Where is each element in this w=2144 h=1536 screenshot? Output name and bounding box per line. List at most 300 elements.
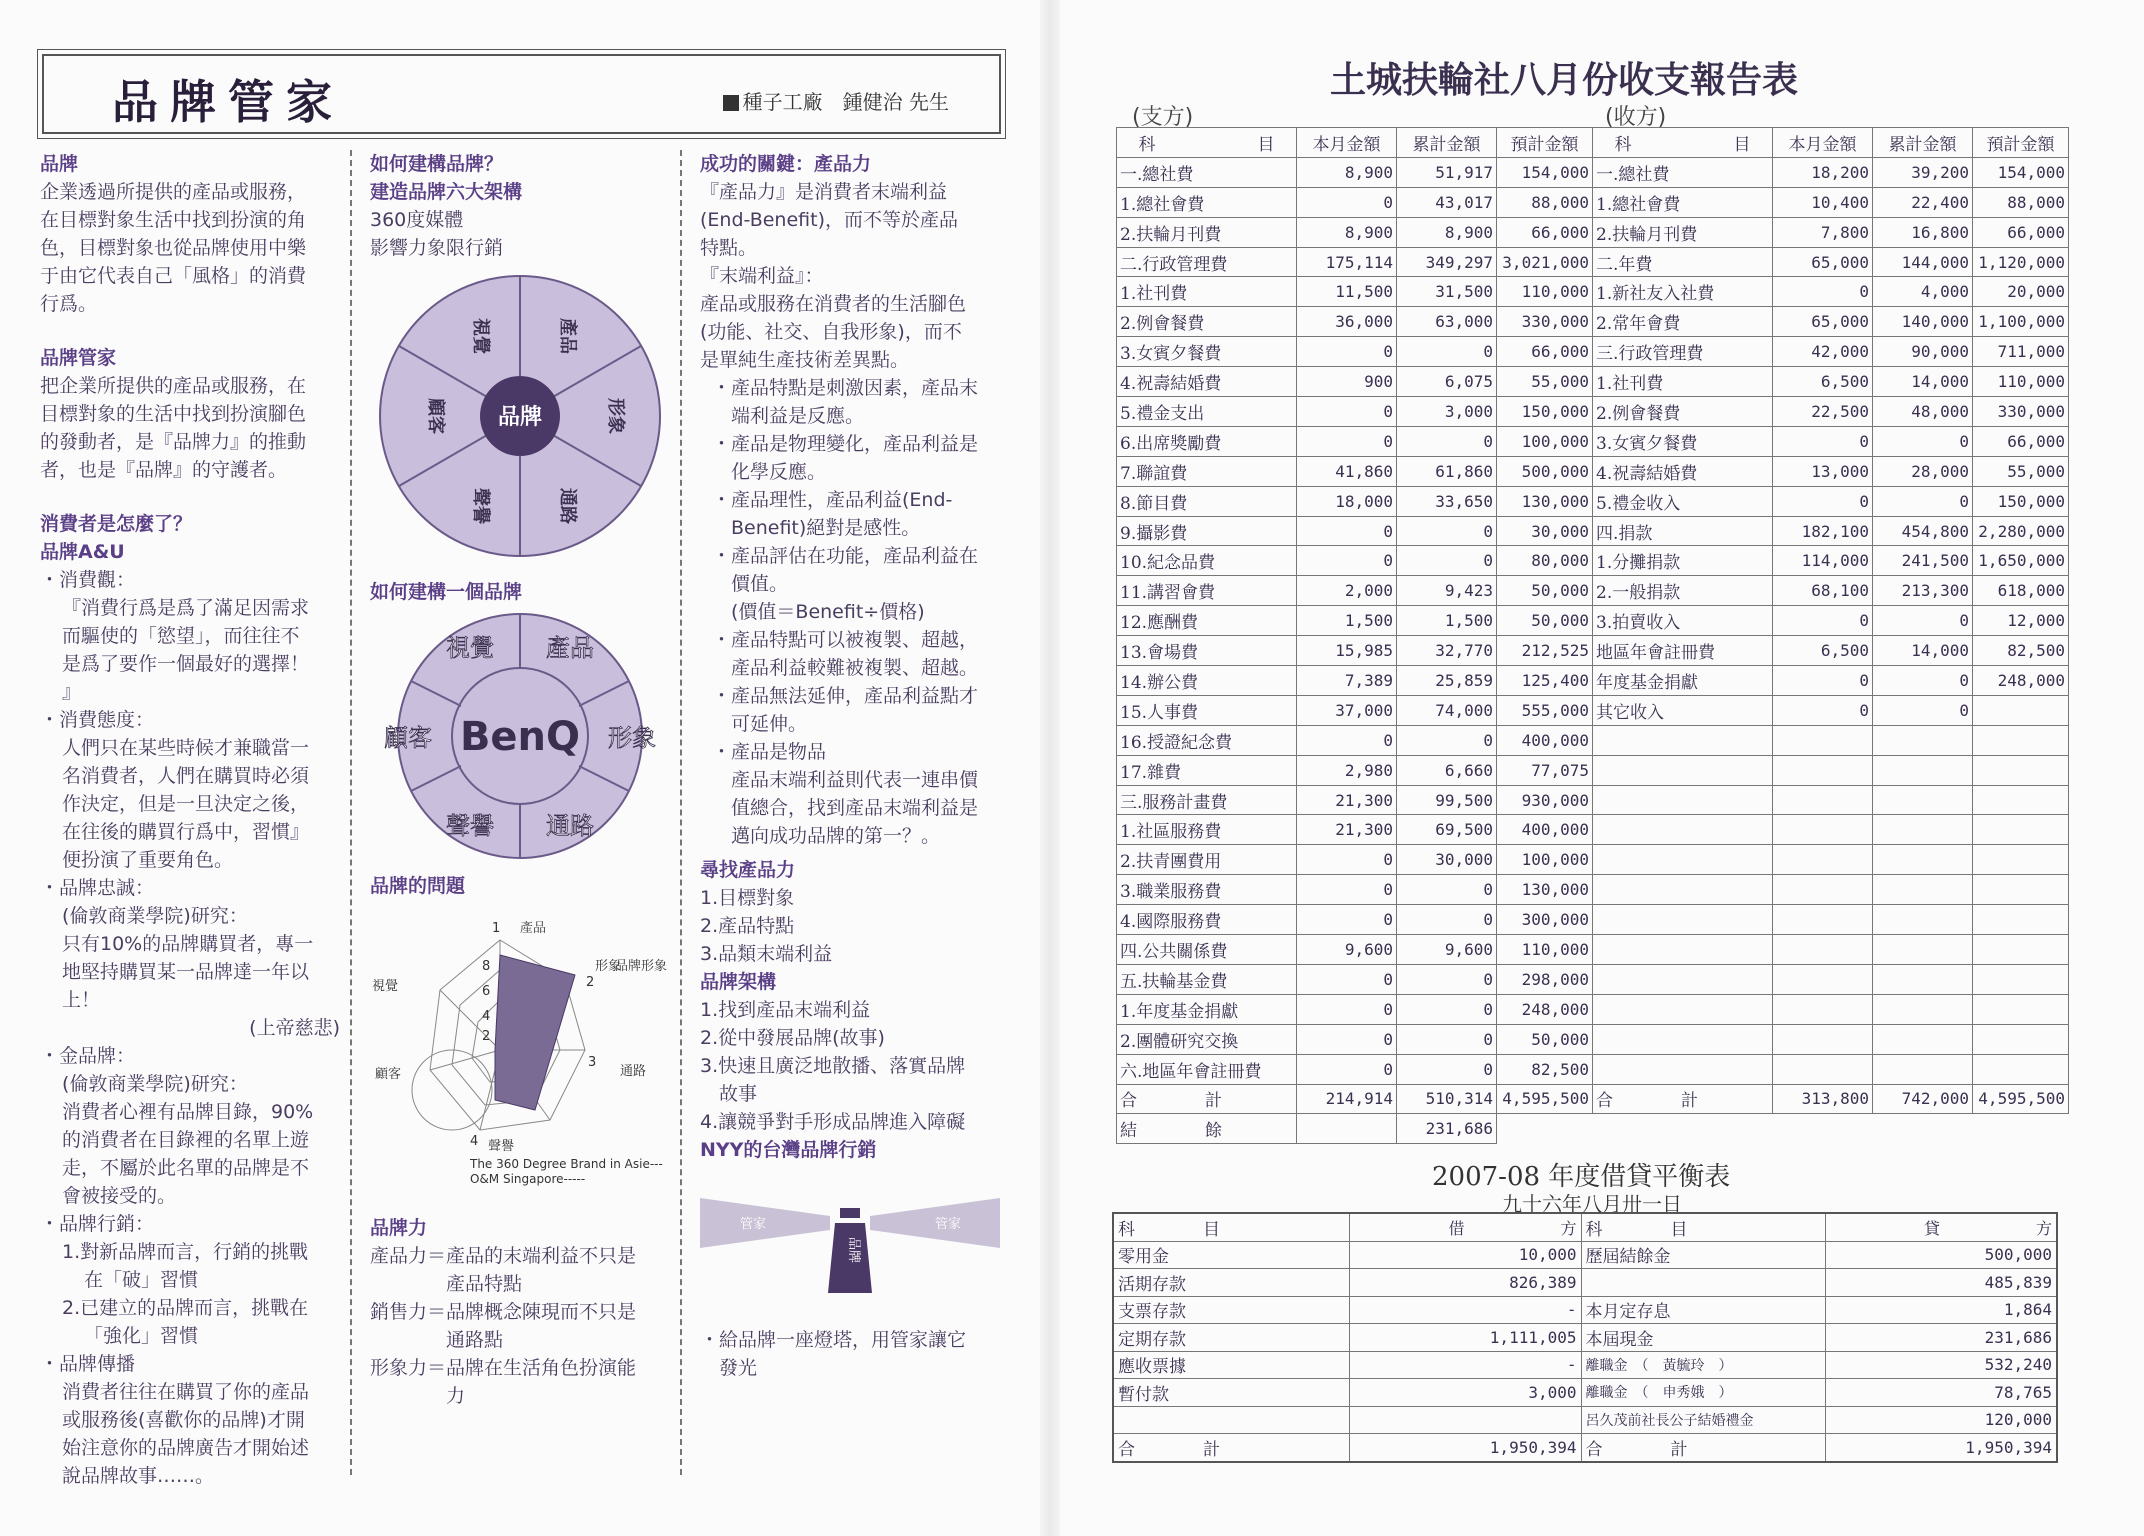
table-row <box>1117 755 2069 785</box>
amount-cell: 50,000 <box>1497 576 1593 606</box>
account-name-cell: 2.扶青團費用 <box>1117 845 1297 875</box>
amount-cell: 37,000 <box>1297 695 1397 725</box>
amount-cell: 貸 方 <box>1825 1213 2057 1241</box>
table-row <box>1113 1351 2057 1379</box>
account-name-cell: 一.總社費 <box>1117 157 1297 187</box>
wheel-segment-label: 視覺 <box>446 634 494 662</box>
account-name-cell <box>1593 875 1773 905</box>
amount-cell: 65,000 <box>1773 307 1873 337</box>
amount-cell <box>1773 1054 1873 1084</box>
account-name-cell: 二.行政管理費 <box>1117 247 1297 277</box>
amount-cell: 144,000 <box>1873 247 1973 277</box>
amount-cell: 0 <box>1397 1054 1497 1084</box>
amount-cell: 預計金額 <box>1497 128 1593 158</box>
amount-cell: 6,500 <box>1773 636 1873 666</box>
brand-wheel-diagram <box>370 266 670 566</box>
table-row <box>1117 337 2069 367</box>
amount-cell: 0 <box>1297 994 1397 1024</box>
account-name-cell: 三.服務計畫費 <box>1117 785 1297 815</box>
radar-label: 品牌形象 <box>615 959 668 974</box>
table-row <box>1117 546 2069 576</box>
amount-cell <box>1773 994 1873 1024</box>
table-row <box>1117 397 2069 427</box>
amount-cell: 36,000 <box>1297 307 1397 337</box>
account-name-cell: 三.行政管理費 <box>1593 337 1773 367</box>
table-row <box>1113 1241 2057 1269</box>
amount-cell: 0 <box>1773 695 1873 725</box>
amount-cell: 88,000 <box>1497 187 1593 217</box>
account-name-cell <box>1593 905 1773 935</box>
wheel-segment-label: 視覺 <box>470 318 491 354</box>
account-name-cell: 科 目 <box>1117 128 1297 158</box>
amount-cell: 3,000 <box>1397 397 1497 427</box>
amount-cell: 8,900 <box>1297 217 1397 247</box>
amount-cell: 0 <box>1397 337 1497 367</box>
wheel-segment-label: 顧客 <box>425 398 446 434</box>
amount-cell: - <box>1349 1351 1581 1379</box>
table-row <box>1117 935 2069 965</box>
income-expense-table <box>1116 127 2069 1144</box>
table-row <box>1117 307 2069 337</box>
amount-cell: 42,000 <box>1773 337 1873 367</box>
amount-cell: 0 <box>1297 1054 1397 1084</box>
table-row <box>1113 1269 2057 1297</box>
amount-cell <box>1873 785 1973 815</box>
account-name-cell: 合 計 <box>1581 1434 1825 1462</box>
amount-cell: 130,000 <box>1497 875 1593 905</box>
account-name-cell: 四.公共關係費 <box>1117 935 1297 965</box>
amount-cell: 2,000 <box>1297 576 1397 606</box>
amount-cell: 22,400 <box>1873 187 1973 217</box>
column-author <box>723 86 949 115</box>
balance-row <box>1117 1114 2069 1144</box>
amount-cell: 0 <box>1773 606 1873 636</box>
account-name-cell: 13.會場費 <box>1117 636 1297 666</box>
column-1 <box>40 150 340 1490</box>
table-row <box>1117 666 2069 696</box>
amount-cell: 0 <box>1873 666 1973 696</box>
table-row <box>1117 994 2069 1024</box>
amount-cell: 214,914 <box>1297 1084 1397 1114</box>
amount-cell: 100,000 <box>1497 426 1593 456</box>
table-row <box>1113 1296 2057 1324</box>
amount-cell: 1,111,005 <box>1349 1324 1581 1352</box>
amount-cell: 150,000 <box>1973 486 2069 516</box>
account-name-cell: 1.年度基金捐獻 <box>1117 994 1297 1024</box>
amount-cell: 66,000 <box>1973 217 2069 247</box>
amount-cell: 0 <box>1297 845 1397 875</box>
amount-cell: 本月金額 <box>1297 128 1397 158</box>
account-name-cell: 6.出席獎勵費 <box>1117 426 1297 456</box>
amount-cell: 1,650,000 <box>1973 546 2069 576</box>
account-name-cell <box>1593 1024 1773 1054</box>
amount-cell: 1,950,394 <box>1825 1434 2057 1462</box>
table-row <box>1117 1054 2069 1084</box>
amount-cell: 248,000 <box>1497 994 1593 1024</box>
radar-tick: 4 <box>470 1134 479 1149</box>
amount-cell: 330,000 <box>1973 397 2069 427</box>
radar-label: 產品 <box>520 921 547 936</box>
table-header-row <box>1117 128 2069 158</box>
amount-cell: 0 <box>1773 666 1873 696</box>
amount-cell: - <box>1349 1296 1581 1324</box>
account-name-cell: 合 計 <box>1593 1084 1773 1114</box>
account-name-cell: 合 計 <box>1117 1084 1297 1114</box>
amount-cell: 500,000 <box>1825 1241 2057 1269</box>
radar-tick: 3 <box>588 1055 597 1070</box>
section-heading: 成功的關鍵：產品力 <box>700 153 872 175</box>
amount-cell: 55,000 <box>1973 456 2069 486</box>
account-name-cell: 本月定存息 <box>1581 1296 1825 1324</box>
table-row <box>1117 606 2069 636</box>
amount-cell <box>1873 1024 1973 1054</box>
square-bullet-icon <box>723 95 739 111</box>
account-name-cell: 17.雜費 <box>1117 755 1297 785</box>
account-name-cell: 其它收入 <box>1593 695 1773 725</box>
amount-cell: 累計金額 <box>1873 128 1973 158</box>
account-name-cell <box>1593 785 1773 815</box>
amount-cell: 2,980 <box>1297 755 1397 785</box>
account-name-cell: 2.常年會費 <box>1593 307 1773 337</box>
radar-tick: 6 <box>482 984 491 999</box>
account-name-cell: 16.授證紀念費 <box>1117 725 1297 755</box>
account-name-cell: 10.紀念品費 <box>1117 546 1297 576</box>
balance-table <box>1112 1212 2058 1463</box>
amount-cell <box>1873 1054 1973 1084</box>
radar-label: 顧客 <box>375 1067 402 1082</box>
amount-cell: 0 <box>1297 426 1397 456</box>
amount-cell <box>1873 905 1973 935</box>
amount-cell: 50,000 <box>1497 606 1593 636</box>
account-name-cell: 1.總社會費 <box>1593 187 1773 217</box>
section-subheading: 品牌A&U <box>40 541 125 563</box>
table-row <box>1117 367 2069 397</box>
expense-label: (支方) <box>1132 105 1194 130</box>
amount-cell: 3,021,000 <box>1497 247 1593 277</box>
amount-cell <box>1773 725 1873 755</box>
table-row <box>1117 725 2069 755</box>
column-2: 如何建構品牌？ 建造品牌六大架構 360度媒體 影響力象限行銷 品牌 產品 形象 通路 聲譽 顧客 視覺 如何建構一個品牌 BenQ 產品 形象 通路 聲譽 顧客 視覺 品牌的問題 產品 形象 品牌形象 通路 聲譽 顧客 視覺 1 2 3 4 8 6 4 2 The 360 Degree Brand in Asie--- O&M Singapore----- 品牌力 產品力＝產品的末端利益不只是 產品特點 銷售力＝品牌概念陳現而不只是 通路點 形象力＝品牌在生活角色扮演能 力 <box>370 150 670 1410</box>
table-row <box>1117 785 2069 815</box>
amount-cell: 30,000 <box>1497 516 1593 546</box>
amount-cell: 0 <box>1297 905 1397 935</box>
amount-cell: 114,000 <box>1773 546 1873 576</box>
amount-cell: 4,595,500 <box>1973 1084 2069 1114</box>
amount-cell: 400,000 <box>1497 815 1593 845</box>
amount-cell <box>1873 845 1973 875</box>
amount-cell: 140,000 <box>1873 307 1973 337</box>
account-name-cell <box>1593 1054 1773 1084</box>
account-name-cell: 呂久茂前社長公子結婚禮金 <box>1581 1406 1825 1434</box>
amount-cell: 99,500 <box>1397 785 1497 815</box>
report-title: 土城扶輪社八月份收支報告表 <box>1330 60 1799 101</box>
amount-cell: 14,000 <box>1873 636 1973 666</box>
wheel-segment-label: 通路 <box>557 488 578 524</box>
account-name-cell: 1.總社會費 <box>1117 187 1297 217</box>
amount-cell: 154,000 <box>1973 157 2069 187</box>
column-divider <box>350 150 352 1475</box>
amount-cell: 125,400 <box>1497 666 1593 696</box>
table-row <box>1117 277 2069 307</box>
amount-cell: 51,917 <box>1397 157 1497 187</box>
amount-cell: 2,280,000 <box>1973 516 2069 546</box>
amount-cell: 711,000 <box>1973 337 2069 367</box>
table-row <box>1117 187 2069 217</box>
wheel-segment-label: 形象 <box>605 398 626 434</box>
amount-cell: 742,000 <box>1873 1084 1973 1114</box>
amount-cell: 13,000 <box>1773 456 1873 486</box>
amount-cell: 3,000 <box>1349 1379 1581 1407</box>
amount-cell: 本月金額 <box>1773 128 1873 158</box>
amount-cell: 8,900 <box>1397 217 1497 247</box>
table-row <box>1117 815 2069 845</box>
account-name-cell: 8.節目費 <box>1117 486 1297 516</box>
amount-cell: 90,000 <box>1873 337 1973 367</box>
account-name-cell: 2.扶輪月刊費 <box>1593 217 1773 247</box>
account-name-cell: 1.社區服務費 <box>1117 815 1297 845</box>
amount-cell: 18,000 <box>1297 486 1397 516</box>
account-name-cell: 活期存款 <box>1113 1269 1349 1297</box>
account-name-cell: 六.地區年會註冊費 <box>1117 1054 1297 1084</box>
account-name-cell: 年度基金捐獻 <box>1593 666 1773 696</box>
amount-cell: 298,000 <box>1497 964 1593 994</box>
account-name-cell: 3.拍賣收入 <box>1593 606 1773 636</box>
table-row <box>1117 157 2069 187</box>
total-row <box>1117 1084 2069 1114</box>
account-name-cell <box>1593 815 1773 845</box>
radar-credit: O&M Singapore----- <box>470 1172 586 1186</box>
amount-cell: 6,660 <box>1397 755 1497 785</box>
account-name-cell: 歷屆結餘金 <box>1581 1241 1825 1269</box>
account-name-cell: 12.應酬費 <box>1117 606 1297 636</box>
section-subheading: 建造品牌六大架構 <box>370 181 523 203</box>
amount-cell <box>1873 994 1973 1024</box>
account-name-cell <box>1113 1406 1349 1434</box>
account-name-cell <box>1593 755 1773 785</box>
amount-cell: 0 <box>1397 1024 1497 1054</box>
radar-label: 形象 <box>595 959 622 974</box>
account-name-cell: 3.職業服務費 <box>1117 875 1297 905</box>
amount-cell <box>1773 935 1873 965</box>
amount-cell: 110,000 <box>1497 935 1593 965</box>
table-row <box>1117 905 2069 935</box>
section-brand-steward: 品牌管家 把企業所提供的產品或服務，在 目標對象的生活中找到扮演腳色 的發動者，是『品牌力』的推動 者，也是『品牌』的守護者。 <box>40 344 340 484</box>
table-row <box>1117 964 2069 994</box>
account-name-cell: 二.年費 <box>1593 247 1773 277</box>
account-name-cell: 地區年會註冊費 <box>1593 636 1773 666</box>
amount-cell: 330,000 <box>1497 307 1593 337</box>
amount-cell <box>1773 964 1873 994</box>
amount-cell <box>1973 785 2069 815</box>
amount-cell: 50,000 <box>1497 1024 1593 1054</box>
amount-cell: 16,800 <box>1873 217 1973 247</box>
amount-cell: 313,800 <box>1773 1084 1873 1114</box>
amount-cell <box>1973 964 2069 994</box>
account-name-cell <box>1593 935 1773 965</box>
wheel-segment-label: 通路 <box>546 812 594 840</box>
radar-tick: 2 <box>586 975 595 990</box>
amount-cell: 32,770 <box>1397 636 1497 666</box>
amount-cell: 110,000 <box>1497 277 1593 307</box>
amount-cell: 110,000 <box>1973 367 2069 397</box>
amount-cell: 68,100 <box>1773 576 1873 606</box>
account-name-cell: 2.團體研究交換 <box>1117 1024 1297 1054</box>
amount-cell: 248,000 <box>1973 666 2069 696</box>
amount-cell: 8,900 <box>1297 157 1397 187</box>
amount-cell: 100,000 <box>1497 845 1593 875</box>
amount-cell <box>1773 845 1873 875</box>
section-heading: 尋找產品力 <box>700 859 796 881</box>
account-name-cell: 五.扶輪基金費 <box>1117 964 1297 994</box>
radar-label: 通路 <box>620 1064 647 1079</box>
amount-cell: 555,000 <box>1497 695 1593 725</box>
amount-cell: 0 <box>1397 964 1497 994</box>
account-name-cell <box>1593 964 1773 994</box>
account-name-cell: 3.女賓夕餐費 <box>1593 426 1773 456</box>
amount-cell: 0 <box>1773 426 1873 456</box>
table-row <box>1117 217 2069 247</box>
amount-cell <box>1349 1406 1581 1434</box>
author-name: 種子工廠 鍾健治 先生 <box>742 90 949 114</box>
account-name-cell: 11.講習會費 <box>1117 576 1297 606</box>
amount-cell: 39,200 <box>1873 157 1973 187</box>
account-name-cell: 2.扶輪月刊費 <box>1117 217 1297 247</box>
balance-date: 九十六年八月卅一日 <box>1502 1192 1682 1216</box>
amount-cell: 31,500 <box>1397 277 1497 307</box>
amount-cell <box>1973 994 2069 1024</box>
account-name-cell: 4.祝壽結婚費 <box>1117 367 1297 397</box>
right-page <box>1060 0 2144 1536</box>
amount-cell: 14,000 <box>1873 367 1973 397</box>
account-name-cell: 1.社刊費 <box>1593 367 1773 397</box>
amount-cell <box>1973 935 2069 965</box>
section-heading: 如何建構一個品牌 <box>370 581 523 603</box>
account-name-cell <box>1581 1269 1825 1297</box>
amount-cell: 532,240 <box>1825 1351 2057 1379</box>
amount-cell: 0 <box>1397 875 1497 905</box>
amount-cell: 0 <box>1397 905 1497 935</box>
account-name-cell <box>1593 994 1773 1024</box>
amount-cell: 213,300 <box>1873 576 1973 606</box>
table-row <box>1113 1406 2057 1434</box>
amount-cell <box>1773 815 1873 845</box>
account-name-cell: 15.人事費 <box>1117 695 1297 725</box>
table-row <box>1117 845 2069 875</box>
account-name-cell: 14.辦公費 <box>1117 666 1297 696</box>
table-row <box>1117 695 2069 725</box>
amount-cell: 0 <box>1297 964 1397 994</box>
amount-cell: 48,000 <box>1873 397 1973 427</box>
beam-label: 管家 <box>935 1217 962 1232</box>
amount-cell: 231,686 <box>1397 1114 1497 1144</box>
amount-cell <box>1873 725 1973 755</box>
amount-cell: 9,423 <box>1397 576 1497 606</box>
amount-cell <box>1973 695 2069 725</box>
amount-cell: 510,314 <box>1397 1084 1497 1114</box>
amount-cell <box>1873 815 1973 845</box>
radar-label: 聲譽 <box>488 1139 515 1154</box>
account-name-cell: 9.攝影費 <box>1117 516 1297 546</box>
tower-label: 品牌 <box>846 1236 861 1264</box>
amount-cell: 0 <box>1773 277 1873 307</box>
amount-cell: 150,000 <box>1497 397 1593 427</box>
account-name-cell <box>1593 845 1773 875</box>
account-name-cell <box>1593 725 1773 755</box>
table-row <box>1113 1324 2057 1352</box>
amount-cell: 930,000 <box>1497 785 1593 815</box>
section-heading: 品牌 <box>40 153 79 175</box>
account-name-cell: 應收票據 <box>1113 1351 1349 1379</box>
account-name-cell: 2.一般捐款 <box>1593 576 1773 606</box>
lighthouse-diagram <box>700 1178 1000 1298</box>
amount-cell: 1,500 <box>1397 606 1497 636</box>
amount-cell: 1,120,000 <box>1973 247 2069 277</box>
amount-cell: 6,500 <box>1773 367 1873 397</box>
amount-cell: 66,000 <box>1497 217 1593 247</box>
account-name-cell: 合 計 <box>1113 1434 1349 1462</box>
amount-cell <box>1973 725 2069 755</box>
amount-cell: 63,000 <box>1397 307 1497 337</box>
amount-cell: 9,600 <box>1397 935 1497 965</box>
wheel-center-label: 品牌 <box>497 405 543 430</box>
amount-cell: 82,500 <box>1497 1054 1593 1084</box>
account-name-cell: 5.禮金支出 <box>1117 397 1297 427</box>
amount-cell <box>1973 1054 2069 1084</box>
table-row <box>1117 516 2069 546</box>
account-name-cell: 四.捐款 <box>1593 516 1773 546</box>
account-name-cell: 4.祝壽結婚費 <box>1593 456 1773 486</box>
account-name-cell: 零用金 <box>1113 1241 1349 1269</box>
table-row <box>1117 1024 2069 1054</box>
quote-credit: (上帝慈悲) <box>249 1017 340 1039</box>
amount-cell: 400,000 <box>1497 725 1593 755</box>
section-heading: 如何建構品牌？ <box>370 153 504 175</box>
radar-tick: 1 <box>492 921 501 936</box>
account-name-cell: 1.社刊費 <box>1117 277 1297 307</box>
wheel-segment-label: 顧客 <box>384 724 432 752</box>
amount-cell: 0 <box>1297 337 1397 367</box>
account-name-cell: 5.禮金收入 <box>1593 486 1773 516</box>
amount-cell <box>1297 1114 1397 1144</box>
amount-cell: 182,100 <box>1773 516 1873 546</box>
amount-cell: 0 <box>1297 397 1397 427</box>
amount-cell: 28,000 <box>1873 456 1973 486</box>
account-name-cell: 科 目 <box>1113 1213 1349 1241</box>
column-title: 品牌管家 <box>112 75 344 129</box>
amount-cell <box>1773 785 1873 815</box>
account-name-cell: 3.女賓夕餐費 <box>1117 337 1297 367</box>
account-name-cell: 定期存款 <box>1113 1324 1349 1352</box>
wheel-segment-label: 產品 <box>557 318 578 354</box>
amount-cell: 預計金額 <box>1973 128 2069 158</box>
amount-cell: 0 <box>1773 486 1873 516</box>
amount-cell: 1,100,000 <box>1973 307 2069 337</box>
amount-cell: 0 <box>1873 606 1973 636</box>
amount-cell: 18,200 <box>1773 157 1873 187</box>
amount-cell: 0 <box>1297 187 1397 217</box>
account-name-cell: 暫付款 <box>1113 1379 1349 1407</box>
amount-cell: 130,000 <box>1497 486 1593 516</box>
amount-cell: 25,859 <box>1397 666 1497 696</box>
amount-cell: 0 <box>1397 546 1497 576</box>
amount-cell: 349,297 <box>1397 247 1497 277</box>
amount-cell <box>1973 845 2069 875</box>
wheel-center-logo: BenQ <box>459 714 581 760</box>
amount-cell: 4,595,500 <box>1497 1084 1593 1114</box>
amount-cell: 154,000 <box>1497 157 1593 187</box>
amount-cell: 4,000 <box>1873 277 1973 307</box>
amount-cell: 78,765 <box>1825 1379 2057 1407</box>
